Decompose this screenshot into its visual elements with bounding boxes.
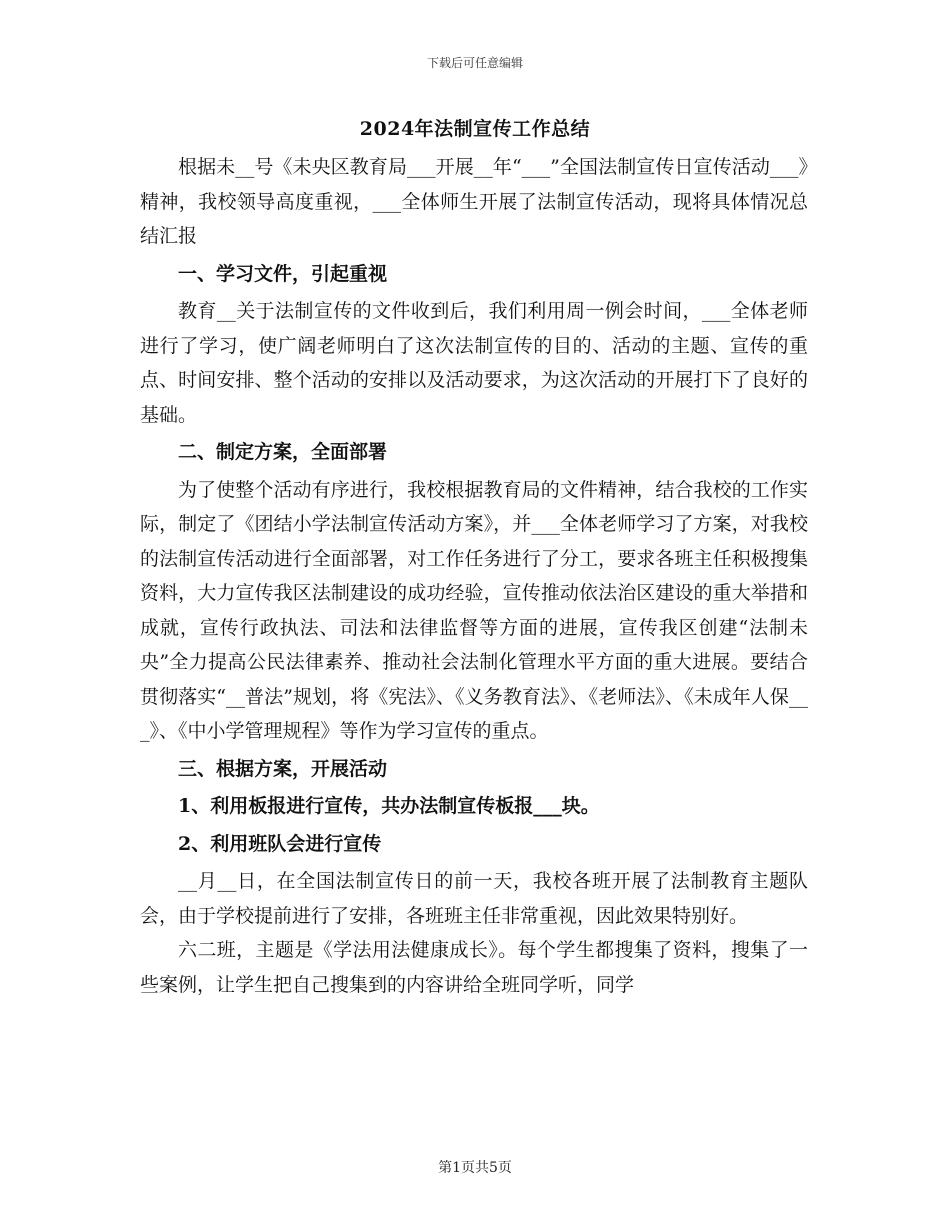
subsection-heading: 1、利用板报进行宣传，共办法制宣传板报___块。 [178,795,600,817]
paragraph: 教育__关于法制宣传的文件收到后，我们利用周一例会时间，___全体老师进行了学习，使广阔老师明白了这次法制宣传的目的、活动的主题、宣传的重点、时间安排、整个活动的安排以及活动要求，为这次活动的开展打下了良好的基础。 [140,300,808,426]
paragraph: __月__日，在全国法制宣传日的前一天，我校各班开展了法制教育主题队会，由于学校提前进行了安排，各班班主任非常重视，因此效果特别好。 [140,870,808,927]
subsection-heading: 2、利用班队会进行宣传 [178,832,382,855]
document-title: 2024年法制宣传工作总结 [359,118,591,140]
header-note: 下载后可任意编辑 [426,56,523,70]
section-heading: 三、根据方案，开展活动 [178,757,388,780]
paragraph: 根据未__号《未央区教育局___开展__年“___”全国法制宣传日宣传活动___》精神，我校领导高度重视，___全体师生开展了法制宣传活动，现将具体情况总结汇报 [140,156,808,247]
paragraph: 六二班，主题是《学法用法健康成长》。每个学生都搜集了资料，搜集了一些案例，让学生把自己搜集到的内容讲给全班同学听，同学 [140,939,808,996]
section-heading: 二、制定方案，全面部署 [178,441,388,463]
section-heading: 一、学习文件，引起重视 [178,262,388,285]
page-indicator: 第1页共5页 [438,1160,512,1176]
document-body [140,150,808,1002]
paragraph: 为了使整个活动有序进行，我校根据教育局的文件精神，结合我校的工作实际，制定了《团结小学法制宣传活动方案》，并___全体老师学习了方案，对我校的法制宣传活动进行全面部署，对工作任务进行了分工，要求各班主任积极搜集资料，大力宣传我区法制建设的成功经验，宣传推动依法治区建设的重大举措和成就，宣传行政执法、司法和法律监督等方面的进展，宣传我区创建“法制未央”全力提高公民法律素养、推动社会法制化管理水平方面的重大进展。要结合贯彻落实“__普法”规划，将《宪法》、《义务教育法》、《老师法》、《未成年人保___》、《中小学管理规程》等作为学习宣传的重点。 [140,478,808,742]
